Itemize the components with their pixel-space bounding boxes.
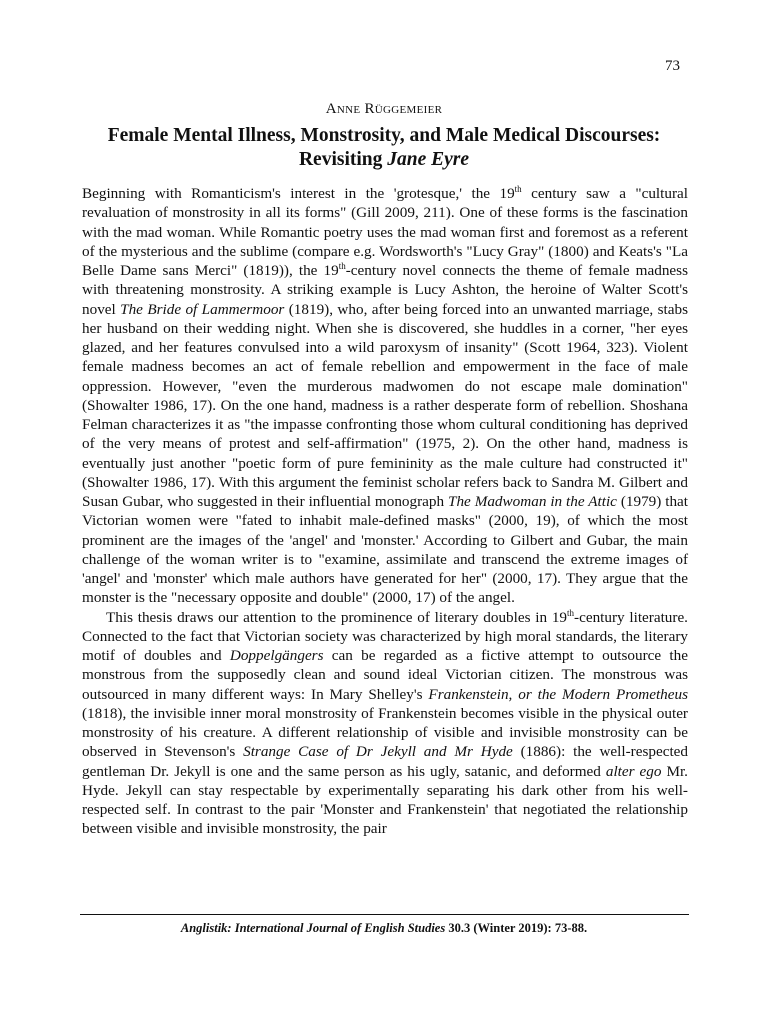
- italic-text: The Bride of Lammermoor: [120, 300, 285, 318]
- journal-name: Anglistik: International Journal of English Studies: [180, 921, 446, 935]
- article-title: [60, 124, 708, 172]
- text-run: Mr. Hyde. Jekyll can stay respectable by experimentally separating his dark other from his well-respected self. In contrast to the pair 'Monster and Frankenstein' that negotiated the relationship between visible and invisible monstrosity, the pair: [82, 762, 688, 838]
- italic-text: Doppelgängers: [229, 647, 324, 664]
- text-run: This thesis draws our attention to the prominence of literary doubles in 19: [106, 608, 568, 626]
- author-name: Anne Rüggemeier: [325, 101, 443, 117]
- superscript: th: [514, 183, 522, 194]
- text-run: (1886): the well-respected gentleman Dr. Jekyll is one and the same person as his ugly, satanic, and deformed: [82, 743, 688, 780]
- italic-text: The Madwoman in the Attic: [448, 493, 617, 510]
- footer-rule: [80, 914, 689, 915]
- paragraph: [82, 184, 688, 608]
- text-run: Beginning with Romanticism's interest in the 'grotesque,' the 19: [82, 185, 515, 202]
- text-run: (1818), the invisible inner moral monstrosity of Frankenstein becomes visible in the physical outer monstrosity of his creature. A different relationship of visible and invisible monstrosity can be observed in Stevenson's: [82, 704, 688, 761]
- text-run: century saw a "cultural revaluation of monstrosity in all its forms" (Gill 2009, 211). One of these forms is the fascination with the mad woman. While Romantic poetry uses the mad woman first and foremost as a referent of the mysterious and the sublime (compare e.g. Wordsworth's "Lucy Gray" (1800) and Keats's "La Belle Dame sans Merci" (1819)), the 19: [82, 185, 688, 279]
- paragraph: [82, 608, 688, 839]
- text-run: (1819), who, after being forced into an unwanted marriage, stabs her husband on their wedding night. When she is discovered, she huddles in a corner, "her eyes glazed, and her features convulsed into a wild paroxysm of insanity" (Scott 1964, 323). Violent female madness becomes an act of female rebellion and empowerment in the face of male oppression. However, "even the murderous madwomen do not escape male domination" (Showalter 1986, 17). On the one hand, madness is a rather desperate form of rebellion. Shoshana Felman characterizes it as "the impasse confronting those whom cultural conditioning has deprived of the very means of protest and self-affirmation" (1975, 2). On the other hand, madness is eventually just another "poetic form of pure femininity as the male culture had constructed it" (Showalter 1986, 17). With this argument the feminist scholar refers back to Sandra M. Gilbert and Susan Gubar, who suggested in their influential monograph: [82, 300, 689, 510]
- title-line-2-italic: Jane Eyre: [387, 149, 470, 170]
- italic-text: alter ego: [605, 762, 662, 780]
- article-body: [82, 184, 688, 839]
- italic-text: Strange Case of Dr Jekyll and Mr Hyde: [243, 743, 513, 761]
- text-run: (1979) that Victorian women were "fated to inhabit male-defined masks" (2000, 19), of which the most prominent are the images of the 'angel' and 'monster.' According to Gilbert and Gubar, the main challenge of the woman writer is to "examine, assimilate and transcend the extreme images of 'angel' and 'monster' which male authors have generated for her" (2000, 17). They argue that the monster is the "necessary opposite and double" (2000, 17) of the angel.: [82, 493, 689, 607]
- superscript: th: [567, 607, 575, 618]
- italic-text: Frankenstein, or the Modern Prometheus: [428, 685, 688, 703]
- journal-footer: [0, 921, 768, 936]
- text-run: can be regarded as a fictive attempt to outsource the monstrous from the supposedly clean and sound ideal Victorian citizen. The monstrous was outsourced in many different ways: In Mary Shelley's: [82, 647, 688, 703]
- page-number: 73: [665, 58, 680, 74]
- journal-citation: 30.3 (Winter 2019): 73-88.: [445, 921, 588, 935]
- text-run: -century literature. Connected to the fact that Victorian society was characterized by high moral standards, the literary motif of doubles and: [82, 608, 688, 664]
- superscript: th: [338, 260, 346, 271]
- title-line-1: Female Mental Illness, Monstrosity, and Male Medical Discourses:: [107, 125, 661, 146]
- title-line-2-prefix: Revisiting: [298, 149, 388, 170]
- text-run: -century novel connects the theme of female madness with threatening monstrosity. A striking example is Lucy Ashton, the heroine of Walter Scott's novel: [82, 262, 688, 318]
